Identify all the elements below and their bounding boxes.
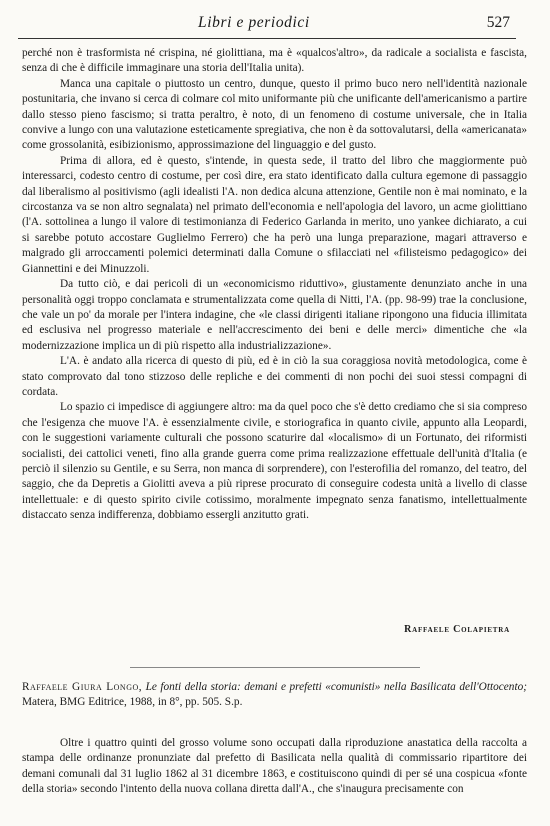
- paragraph: L'A. è andato alla ricerca di questo di più, ed è in ciò la sua coraggiosa novità metodologica, come è stato comprovato dal tono stizzoso delle repliche e dei commenti di non pochi dei suoi stessi compagni di cordata.: [22, 355, 527, 398]
- review-author: Raffaele Giura Longo,: [22, 681, 143, 693]
- section-separator: [130, 667, 420, 668]
- running-title: Libri e periodici: [198, 14, 310, 31]
- page-number: 527: [486, 14, 510, 31]
- running-head: [0, 14, 550, 38]
- review-text: [22, 736, 527, 798]
- review-signature: Raffaele Colapietra: [404, 624, 510, 635]
- paragraph: Da tutto ciò, e dai pericoli di un «economicismo riduttivo», giustamente denunziato anche in una personalità oggi troppo conclamata e strumentalizzata come quella di Nitti, l'A. (pp. 98-99) trae la conclusione, che vale un po' da morale per l'intera indagine, che «le classi dirigenti italiane ripongono una fiducia illimitata ed esclusiva nel progresso materiale e nell'accrescimento dei beni e delle merci» dimentiche che «la modernizzazione implica un di più rispetto alla industrializzazione».: [22, 278, 527, 352]
- paragraph: Oltre i quattro quinti del grosso volume sono occupati dalla riproduzione anastatica della raccolta a stampa delle ordinanze pronunziate dal prefetto di Basilicata nella qualità di commissario ripartitore dei demani comunali dal 31 luglio 1862 al 31 dicembre 1863, e costituiscono quindi di per sé una cospicua «fonte della storia» secondo l'intento della nuova collana diretta dall'A., che s'inaugura precisamente con: [22, 737, 527, 796]
- review-imprint: Matera, BMG Editrice, 1988, in 8°, pp. 505. S.p.: [22, 696, 243, 709]
- paragraph: Manca una capitale o piuttosto un centro, dunque, questo il primo buco nero nell'identità nazionale postunitaria, che invano si cerca di colmare col mito uniformante più che unificante dell'americanismo a partire dallo stesso pieno fascismo; si tratta peraltro, è noto, di un fenomeno di costume universale, che in Italia convive a lungo con una valutazione esteticamente spregiativa, che non è da sottovalutarsi, della «americanata» come grossolanità, esibizionismo, approssimazione del linguaggio e del gusto.: [22, 77, 527, 152]
- paragraph: Prima di allora, ed è questo, s'intende, in questa sede, il tratto del libro che maggiormente può interessarci, codesto centro di costume, per così dire, era stato identificato dalla cultura egemone di passaggio dal liberalismo al positivismo (agli idealisti l'A. non dedica alcuna attenzione, Gentile non è mai nominato, e la circostanza va se non altro segnalata) nel primato dell'economia e nell'apologia del lavoro, un acme giolittiano (l'A. sottolinea a lungo il valore di testimonianza di Federico Garlanda in merito, uno yankee dichiarato, a cui si sarebbe potuto accostare Guglielmo Ferrero) che ha però una lunga preparazione, magari attraverso e malgrado gli arroccamenti polemici determinati dalla Comune o sfilacciati nel «filisteismo pedagogico» dei Giannettini e dei Minuzzoli.: [22, 154, 527, 275]
- paragraph: Lo spazio ci impedisce di aggiungere altro: ma da quel poco che s'è detto crediamo che si sia compreso che l'esigenza che muove l'A. è essenzialmente civile, e storiografica in quanto civile, appunto alla Leopardi, con le suggestioni variamente culturali che possono scaturire dal «localismo» di un Fortunato, dei riformisti socialisti, dei cattolici veneti, fino alla grande guerra come prima realizzazione effettuale dell'unità d'Italia (e perciò il silenzio su Gentile, e su Serra, non manca di sorprendere), con l'esterofilia del romanzo, del teatro, del saggio, che da Depretis a Giolitti aveva a più riprese procurato di conseguire codesta unità a livello di classe intellettuale: e di questo spirito civile cotissimo, moralmente impegnato senza fanatismo, intellettualmente distaccato senza indifferenza, dobbiamo essergli anzitutto grati.: [22, 401, 527, 522]
- paragraph: perché non è trasformista né crispina, né giolittiana, ma è «qualcos'altro», da radicale a socialista e fascista, senza di che è difficile immaginare una storia dell'Italia unita).: [22, 47, 527, 75]
- article-body: [22, 46, 527, 524]
- header-rule: [18, 38, 516, 39]
- review-citation: [22, 680, 527, 711]
- review-title: Le fonti della storia: demani e prefetti «comunisti» nella Basilicata dell'Ottocento;: [145, 681, 527, 693]
